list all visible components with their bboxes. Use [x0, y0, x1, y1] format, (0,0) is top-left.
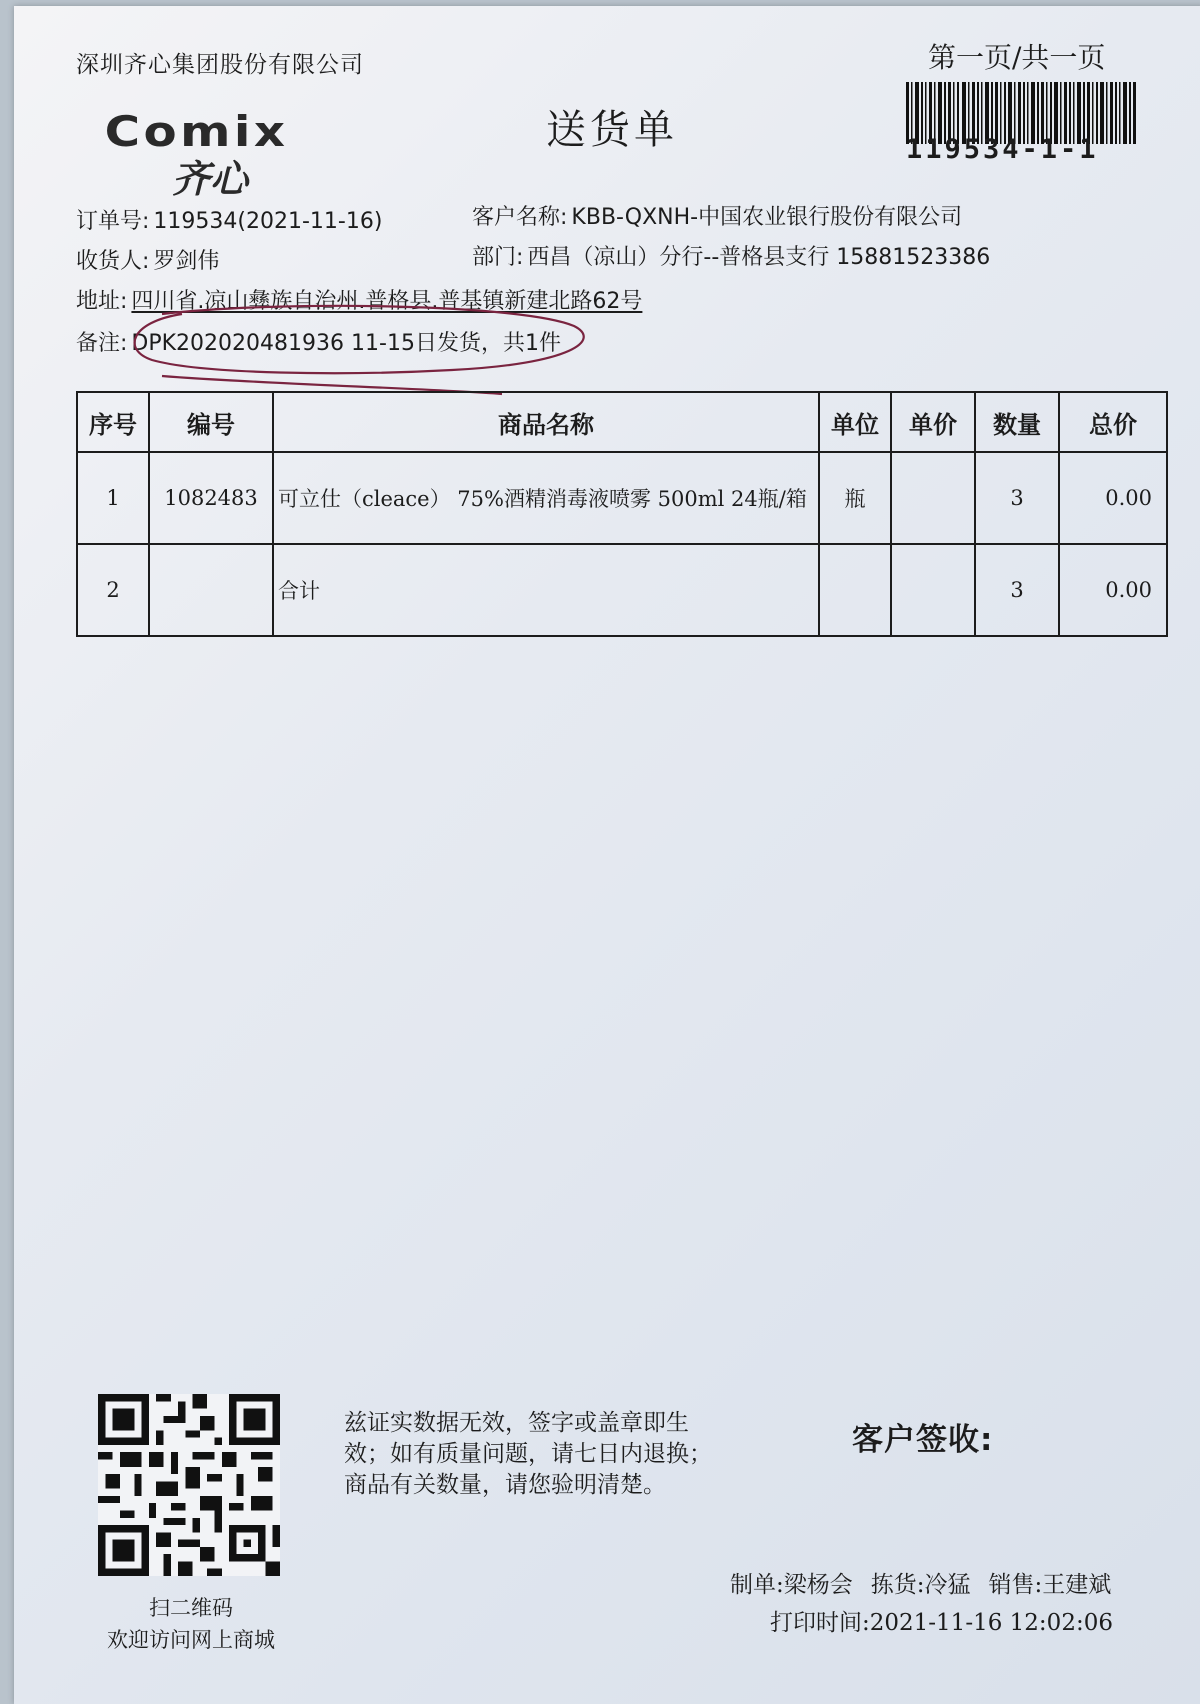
- comix-logo: [100, 106, 340, 202]
- table-row: [77, 452, 1167, 544]
- col-header: 单位: [819, 392, 891, 452]
- maker: 制单:梁杨会: [730, 1572, 853, 1598]
- remark: 备注: DPK202020481936 11-15日发货，共1件: [76, 331, 561, 356]
- company-name: 深圳齐心集团股份有限公司: [76, 52, 364, 78]
- barcode-number: 119534-1-1: [906, 134, 1099, 165]
- qr-code-icon: [98, 1394, 280, 1576]
- cell-code: [149, 544, 273, 636]
- svg-text:齐心: 齐心: [172, 157, 249, 201]
- receiver: 收货人: 罗剑伟: [76, 249, 220, 274]
- qr-caption: 扫二维码 欢迎访问网上商城: [107, 1596, 275, 1652]
- cell-unit: [819, 544, 891, 636]
- seller: 销售:王建斌: [988, 1572, 1112, 1598]
- svg-text:Comix: Comix: [104, 107, 289, 157]
- cell-unit-price: [891, 544, 975, 636]
- cell-quantity: 3: [975, 452, 1059, 544]
- cell-seq: 1: [77, 452, 149, 544]
- cell-total: 0.00: [1059, 452, 1167, 544]
- cell-unit: 瓶: [819, 452, 891, 544]
- cell-product-name: 可立仕（cleace） 75%酒精消毒液喷雾 500ml 24瓶/箱: [273, 452, 819, 544]
- cell-unit-price: [891, 452, 975, 544]
- cell-seq: 2: [77, 544, 149, 636]
- table-header-row: [77, 392, 1167, 452]
- goods-table: [76, 391, 1168, 637]
- customer-name: 客户名称: KBB-QXNH-中国农业银行股份有限公司: [472, 205, 963, 230]
- staff-line: [730, 1566, 1129, 1599]
- table-row: [77, 544, 1167, 636]
- col-header: 总价: [1059, 392, 1167, 452]
- address: 地址: 四川省.凉山彝族自治州.普格县.普基镇新建北路62号: [76, 289, 643, 314]
- page-info: 第一页/共一页: [928, 41, 1106, 74]
- cell-product-name: 合计: [273, 544, 819, 636]
- cell-total: 0.00: [1059, 544, 1167, 636]
- picker: 拣货:冷猛: [870, 1572, 971, 1598]
- customer-sign-label: 客户签收:: [852, 1422, 994, 1458]
- delivery-note-paper: [14, 6, 1200, 1704]
- hand-drawn-circle: [122, 304, 592, 404]
- print-time: 打印时间:2021-11-16 12:02:06: [770, 1610, 1113, 1636]
- col-header: 序号: [77, 392, 149, 452]
- department: 部门: 西昌（凉山）分行--普格县支行 15881523386: [472, 245, 991, 270]
- cell-code: 1082483: [149, 452, 273, 544]
- col-header: 商品名称: [273, 392, 819, 452]
- cell-quantity: 3: [975, 544, 1059, 636]
- order-number: 订单号: 119534(2021-11-16): [76, 209, 383, 234]
- col-header: 数量: [975, 392, 1059, 452]
- col-header: 编号: [149, 392, 273, 452]
- notice-text: 兹证实数据无效，签字或盖章即生 效；如有质量问题，请七日内退换； 商品有关数量，请您验明清楚。: [344, 1410, 712, 1498]
- col-header: 单价: [891, 392, 975, 452]
- document-title: 送货单: [546, 107, 678, 153]
